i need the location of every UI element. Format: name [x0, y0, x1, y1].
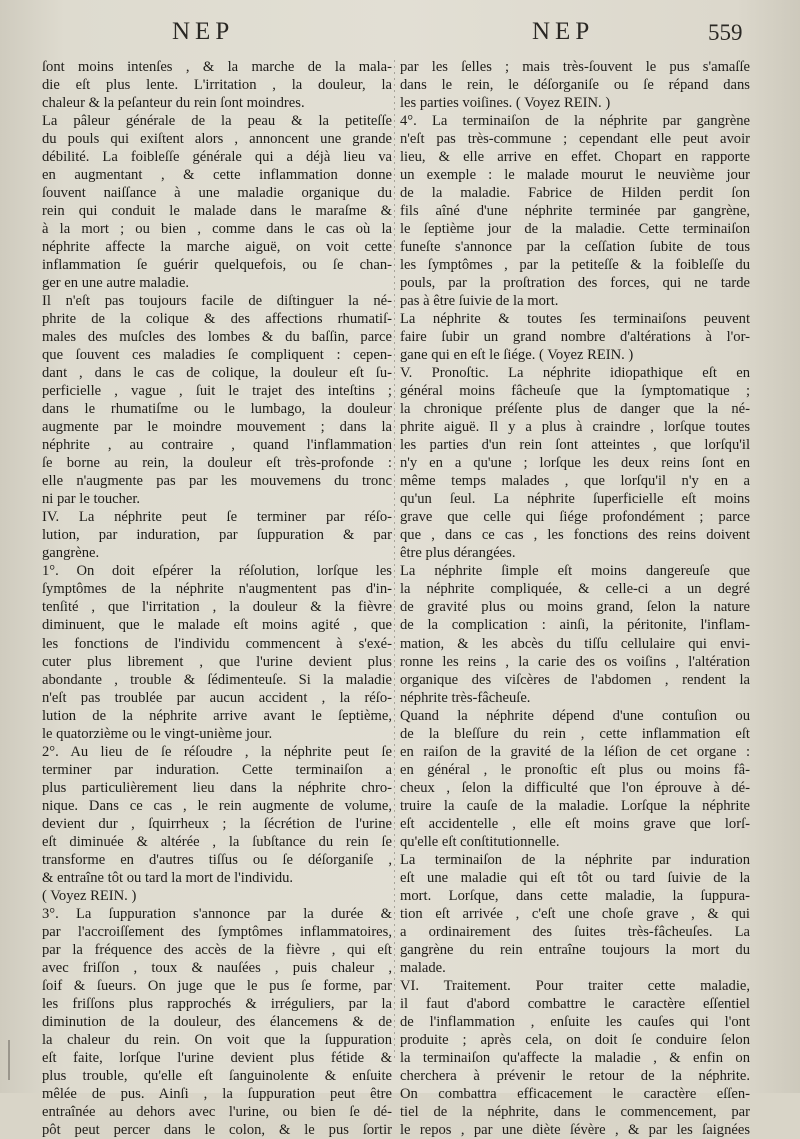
text-line: 2°. Au lieu de ſe réſoudre , la néphrite peut ſe	[42, 743, 392, 760]
text-line: VI. Traitement. Pour traiter cette maladie,	[400, 977, 750, 994]
text-line: On combattra efficacement le caractère eſſen-	[400, 1085, 750, 1102]
text-line: un exemple : le malade mourut le neuvième jour	[400, 167, 750, 184]
text-line: elle n'augmente pas par les mouvemens du tronc	[42, 473, 392, 490]
text-line: les ſymptômes , par la petiteſſe & la foibleſſe du	[400, 257, 750, 274]
text-line: eſt accidentelle , elle eſt moins grave que lorſ-	[400, 815, 750, 832]
text-line: ger en une autre maladie.	[42, 275, 190, 292]
text-line: les fonctions de l'individu commencent à s'exé-	[42, 635, 392, 652]
text-line: truire la cauſe de la maladie. Lorſque la néphrite	[400, 797, 750, 814]
text-line: le ſeptième jour de la maladie. Cette terminaiſon	[400, 221, 750, 238]
text-line: débilité. La foibleſſe générale qui a déjà lieu va	[42, 149, 392, 166]
text-line: 1°. On doit eſpérer la réſolution, lorſque les	[42, 563, 392, 580]
text-line: funeſte s'annonce par la ceſſation ſubite de tous	[400, 239, 750, 256]
text-line: phrite de la colique & des affections rhumatiſ-	[42, 311, 392, 328]
text-line: lieu, & elle arrive en effet. Chopart en rapporte	[400, 149, 750, 166]
text-line: faire ſubir un grand nombre d'altérations à l'or-	[400, 329, 750, 346]
text-line: lution, par induration, par ſuppuration & par	[42, 527, 392, 544]
text-line: La néphrite ſimple eſt moins dangereuſe que	[400, 563, 750, 580]
text-line: La néphrite & toutes ſes terminaiſons peuvent	[400, 311, 750, 328]
text-line: 3°. La ſuppuration s'annonce par la durée &	[42, 905, 392, 922]
text-line: eſt une maladie qui eſt tôt ou tard ſuivie de la	[400, 869, 750, 886]
text-line: tiel de la néphrite, dans le commencement, par	[400, 1103, 750, 1120]
text-line: & entraîne tôt ou tard la mort de l'individu.	[42, 869, 294, 886]
text-line: mort. Lorſque, dans cette maladie, la ſuppura-	[400, 887, 750, 904]
text-line: même temps malades , que lorſqu'il n'y en a	[400, 473, 750, 490]
text-line: de la complication : ainſi, la péritonite, l'inflam-	[400, 617, 750, 634]
text-line: de gravité plus ou moins grand, ſelon la nature	[400, 599, 750, 616]
text-line: chaleur & la peſanteur du rein ſont moindres.	[42, 95, 305, 112]
right-column	[400, 58, 750, 1139]
text-line: qu'elle eſt conſtitutionnelle.	[400, 833, 560, 850]
text-line: cuter plus librement , que l'urine devient plus	[42, 653, 392, 670]
text-line: die eſt plus lente. L'irritation , la douleur, la	[42, 77, 392, 94]
text-line: rein qui conduit le malade dans le maraſme &	[42, 203, 392, 220]
text-line: plus particulièrement lieu dans la néphrite chro-	[42, 779, 392, 796]
text-line: néphrite , au contraire , quand l'inflammation	[42, 437, 392, 454]
text-line: La terminaiſon de la néphrite par induration	[400, 851, 750, 868]
text-line: entraînée au dehors avec l'urine, ou bien ſe dé-	[42, 1103, 392, 1120]
text-line: être plus dérangées.	[400, 545, 516, 562]
text-line: pouls, par la proſtration des forces, qui ne tarde	[400, 275, 750, 292]
text-line: ( Voyez REIN. )	[42, 887, 137, 904]
text-line: diminuent, que le malade eſt moins agité , que	[42, 617, 392, 634]
text-line: la terminaiſon qu'affecte la maladie , & enfin on	[400, 1049, 750, 1066]
text-line: général moins fâcheuſe que la ſymptomatique ;	[400, 383, 750, 400]
text-line: ni par le toucher.	[42, 491, 141, 508]
text-line: par l'accroiſſement des ſymptômes inflammatoires,	[42, 923, 392, 940]
text-line: ſoif & ſueurs. On juge que le pus ſe forme, par	[42, 977, 392, 994]
text-line: La pâleur générale de la peau & la petiteſſe	[42, 113, 392, 130]
text-line: il faut d'abord combattre le caractère eſſentiel	[400, 995, 750, 1012]
text-line: en raiſon de la gravité de la léſion de cet organe :	[400, 743, 750, 760]
text-line: que ſouvent ces maladies ſe compliquent : cepen-	[42, 347, 392, 364]
text-line: dant , dans le cas de colique, la douleur eſt ſu-	[42, 365, 392, 382]
text-line: transforme en d'autres tiſſus ou ſe déſorganiſe ,	[42, 851, 392, 868]
text-line: dans le rhumatiſme ou le lumbago, la douleur	[42, 401, 392, 418]
text-line: par la fréquence des accès de la fièvre , qui eſt	[42, 941, 392, 958]
text-line: a ordinairement des ſuites très-fâcheuſes. La	[400, 923, 750, 940]
text-line: plus trouble, qu'elle eſt ſanguinolente & enſuite	[42, 1067, 392, 1084]
text-line: n'eſt pas troublée par aucun accident , la réſo-	[42, 689, 392, 706]
left-column	[42, 58, 392, 1139]
text-line: eſt faite, lorſque l'urine devient plus fétide &	[42, 1049, 392, 1066]
text-line: organique des viſcères de l'abdomen , rendent la	[400, 671, 750, 688]
text-line: tenſité , que l'irritation , la douleur & la fièvre	[42, 599, 392, 616]
text-line: phrite aiguë. Il y a plus à craindre , lorſque toutes	[400, 419, 750, 436]
text-line: ſymptômes de la néphrite n'augmentent pas d'in-	[42, 581, 392, 598]
text-line: la chaleur du rein. On voit que la ſuppuration	[42, 1031, 392, 1048]
text-line: pôt peut percer dans le colon, & le pus ſortir	[42, 1121, 392, 1138]
text-line: cherchera à prévenir le retour de la néphrite.	[400, 1067, 750, 1084]
text-line: devient dur , ſquirrheux ; la ſécrétion de l'urine	[42, 815, 392, 832]
page-number: 559	[708, 20, 743, 45]
text-line: le quatorzième ou le vingt-unième jour.	[42, 725, 273, 742]
text-line: la néphrite compliquée, & celle-ci a un degré	[400, 581, 750, 598]
text-line: 4°. La terminaiſon de la néphrite par gangrène	[400, 113, 750, 130]
text-line: tion eſt arrivée , c'eſt une choſe grave , & qui	[400, 905, 750, 922]
text-line: avec friſſon , toux & nauſées , puis chaleur ,	[42, 959, 392, 976]
text-line: inflammation ſe guérir quelquefois, ou ſe chan-	[42, 257, 392, 274]
running-header-left: NEP	[172, 18, 235, 45]
text-line: eſt diminuée & altérée , la ſubſtance du rein ſe	[42, 833, 392, 850]
text-line: ronne les reins , la carie des os voiſins , l'altération	[400, 653, 750, 670]
text-line: produite ; après cela, on doit ſe conduire ſelon	[400, 1031, 750, 1048]
text-line: gangrène du rein entraîne toujours la mort du	[400, 941, 750, 958]
text-line: perficielle , vague , ſuit le trajet des inteſtins ;	[42, 383, 392, 400]
text-line: abondante , trouble & ſédimenteuſe. Si la maladie	[42, 671, 392, 688]
text-line: n'y en a qu'une ; lorſque les deux reins ſont en	[400, 455, 750, 472]
text-line: gane qui en eſt le ſiége. ( Voyez REIN. )	[400, 347, 634, 364]
text-line: les parties d'un rein ſont atteintes , que lorſqu'il	[400, 437, 750, 454]
text-line: terminer par induration. Cette terminaiſon a	[42, 761, 392, 778]
text-line: V. Pronoſtic. La néphrite idiopathique eſt en	[400, 365, 750, 382]
text-line: de la bleſſure du rein , cette inflammation eſt	[400, 725, 750, 742]
text-line: IV. La néphrite peut ſe terminer par réſo-	[42, 509, 392, 526]
text-line: en augmentant , & cette inflammation donne	[42, 167, 392, 184]
text-line: la chronique préſente plus de danger que la né-	[400, 401, 750, 418]
running-header-right: NEP	[532, 18, 595, 45]
text-line: en général , le pronoſtic eſt plus ou moins fâ-	[400, 761, 750, 778]
text-line: fils aîné d'une néphrite terminée par gangrène,	[400, 203, 750, 220]
text-line: à la mort ; ou bien , comme dans le cas où la	[42, 221, 392, 238]
text-line: lution de la néphrite arrive avant le ſeptième,	[42, 707, 392, 724]
text-line: pas à être ſuivie de la mort.	[400, 293, 559, 310]
column-divider	[394, 60, 395, 1060]
text-line: males des muſcles des lombes & du baſſin, parce	[42, 329, 392, 346]
text-line: par les ſelles ; mais très-ſouvent le pus s'amaſſe	[400, 59, 750, 75]
text-line: mêlée de pus. Ainſi , la ſuppuration peut être	[42, 1085, 392, 1102]
text-line: nique. Dans ce cas , le rein augmente de volume,	[42, 797, 392, 814]
text-line: Quand la néphrite dépend d'une contuſion ou	[400, 707, 750, 724]
text-line: néphrite très-fâcheuſe.	[400, 689, 531, 706]
text-line: ſe borne au rein, la douleur eſt très-profonde :	[42, 455, 392, 472]
text-line: du pouls qui exiſtent alors , annoncent une grande	[42, 131, 392, 148]
text-line: de la maladie. Fabrice de Hilden perdit ſon	[400, 185, 750, 202]
text-line: les friſſons plus rapprochés & irréguliers, par la	[42, 995, 392, 1012]
text-line: augmente par le moindre mouvement ; dans la	[42, 419, 392, 436]
text-line: n'eſt pas très-commune ; cependant elle peut avoir	[400, 131, 750, 148]
text-line: de l'inflammation , enſuite les cauſes qui l'ont	[400, 1013, 750, 1030]
text-line: cheux , ſelon la difficulté que l'on éprouve à dé-	[400, 779, 750, 796]
text-line: gangrène.	[42, 545, 100, 562]
page-edge-mark	[8, 1040, 10, 1080]
text-line: ſont moins intenſes , & la marche de la mala-	[42, 59, 392, 75]
text-line: dans le rein, le déſorganiſe ou ſe répand dans	[400, 77, 750, 94]
text-line: que , dans ce cas , les fonctions des reins doivent	[400, 527, 750, 544]
text-line: néphrite affecte la marche aiguë, on voit cette	[42, 239, 392, 256]
text-line: qu'un ſeul. La néphrite ſuperficielle eſt moins	[400, 491, 750, 508]
text-line: grave que celle qui ſiége profondément ; parce	[400, 509, 750, 526]
text-line: Il n'eſt pas toujours facile de diſtinguer la né-	[42, 293, 392, 310]
text-line: les parties voiſines. ( Voyez REIN. )	[400, 95, 611, 112]
text-line: le repos , par une diète ſévère , & par les ſaignées	[400, 1121, 750, 1138]
text-line: mation, & les abcès du tiſſu cellulaire qui envi-	[400, 635, 750, 652]
text-line: ſouvent naiſſance à une maladie organique du	[42, 185, 392, 202]
text-line: malade.	[400, 959, 446, 976]
text-line: diminution de la douleur, des élancemens & de	[42, 1013, 392, 1030]
